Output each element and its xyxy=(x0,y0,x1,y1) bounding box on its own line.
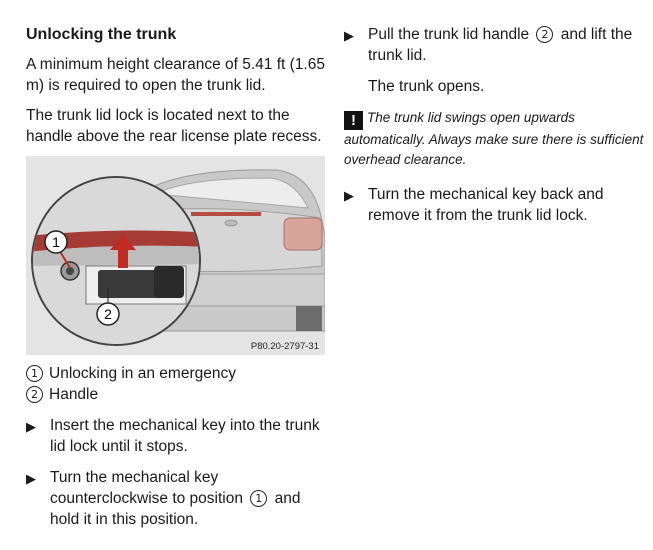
figure-code: P80.20-2797-31 xyxy=(250,341,319,352)
bullet-arrow-icon: ▶ xyxy=(26,471,36,486)
warning-note xyxy=(344,108,644,170)
right-column xyxy=(344,24,644,236)
callout-1: 1 xyxy=(52,234,60,250)
car-rear-drawing xyxy=(26,156,325,355)
number-badge: 2 xyxy=(26,386,43,403)
callout-2: 2 xyxy=(104,306,112,322)
trunk-illustration xyxy=(26,156,325,355)
instruction-step xyxy=(26,467,331,530)
bullet-arrow-icon: ▶ xyxy=(344,188,354,203)
legend xyxy=(26,363,331,405)
warning-icon: ! xyxy=(344,111,363,130)
number-badge: 2 xyxy=(536,26,553,43)
step-text: Turn the mechanical key counterclockwise to position 1 and hold it in this position. xyxy=(50,469,301,528)
legend-item xyxy=(26,384,331,405)
section-heading: Unlocking the trunk xyxy=(26,26,177,43)
legend-text: Unlocking in an emergency xyxy=(49,365,236,382)
warning-text: The trunk lid swings open upwards automatically. Always make sure there is sufficient overhead clearance. xyxy=(344,110,644,167)
instruction-step xyxy=(26,415,331,457)
number-badge: 1 xyxy=(26,365,43,382)
number-badge: 1 xyxy=(250,490,267,507)
instruction-step xyxy=(344,24,644,66)
step-text: Turn the mechanical key back and remove it from the trunk lid lock. xyxy=(368,186,604,224)
left-column xyxy=(26,24,331,540)
step-text: Pull the trunk lid handle 2 and lift the trunk lid. xyxy=(368,26,633,64)
lock-location-paragraph: The trunk lid lock is located next to the handle above the rear license plate recess. xyxy=(26,107,322,145)
clearance-paragraph: A minimum height clearance of 5.41 ft (1.65 m) is required to open the trunk lid. xyxy=(26,56,325,94)
instruction-step xyxy=(344,184,644,226)
step-text: Insert the mechanical key into the trunk lid lock until it stops. xyxy=(50,417,320,455)
bullet-arrow-icon: ▶ xyxy=(26,419,36,434)
bullet-arrow-icon: ▶ xyxy=(344,28,354,43)
legend-text: Handle xyxy=(49,386,99,403)
result-text: The trunk opens. xyxy=(368,78,485,95)
legend-item xyxy=(26,363,331,384)
